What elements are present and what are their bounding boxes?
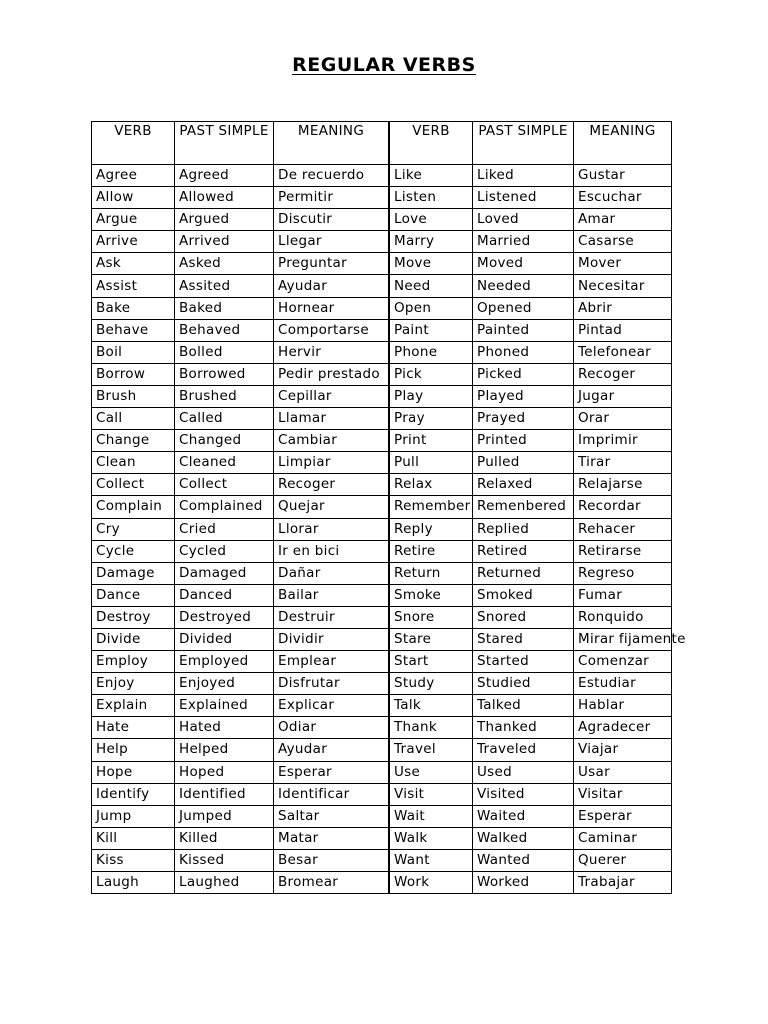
verb-cell: Walk — [390, 827, 473, 849]
meaning-cell: Cambiar — [274, 430, 389, 452]
table-row — [390, 562, 672, 584]
past-simple-cell: Moved — [473, 253, 574, 275]
table-row — [390, 783, 672, 805]
table-row — [390, 341, 672, 363]
past-simple-cell: Employed — [175, 651, 274, 673]
table-row — [92, 651, 389, 673]
table-row — [390, 209, 672, 231]
table-row — [390, 231, 672, 253]
past-simple-cell: Arrived — [175, 231, 274, 253]
verb-cell: Help — [92, 739, 175, 761]
meaning-cell: Llamar — [274, 408, 389, 430]
past-simple-cell: Needed — [473, 275, 574, 297]
past-simple-cell: Thanked — [473, 717, 574, 739]
past-simple-cell: Asked — [175, 253, 274, 275]
verb-cell: Destroy — [92, 606, 175, 628]
meaning-cell: Amar — [574, 209, 672, 231]
table-row — [92, 187, 389, 209]
table-row — [92, 805, 389, 827]
meaning-cell: Disfrutar — [274, 673, 389, 695]
verb-cell: Work — [390, 872, 473, 894]
past-simple-cell: Waited — [473, 805, 574, 827]
past-simple-cell: Phoned — [473, 341, 574, 363]
page-title: REGULAR VERBS — [292, 54, 476, 76]
meaning-cell: Ayudar — [274, 275, 389, 297]
meaning-cell: Orar — [574, 408, 672, 430]
table-row — [92, 717, 389, 739]
past-simple-cell: Started — [473, 651, 574, 673]
table-row — [390, 319, 672, 341]
verb-cell: Arrive — [92, 231, 175, 253]
meaning-cell: Necesitar — [574, 275, 672, 297]
past-simple-cell: Picked — [473, 363, 574, 385]
verb-cell: Visit — [390, 783, 473, 805]
meaning-cell: Casarse — [574, 231, 672, 253]
table-row — [390, 297, 672, 319]
meaning-cell: Retirarse — [574, 540, 672, 562]
verb-cell: Stare — [390, 628, 473, 650]
meaning-cell: Estudiar — [574, 673, 672, 695]
verbs-table-right — [389, 121, 686, 894]
past-simple-cell: Allowed — [175, 187, 274, 209]
table-row — [390, 363, 672, 385]
verb-cell: Cry — [92, 518, 175, 540]
verb-cell: Cycle — [92, 540, 175, 562]
past-simple-cell: Walked — [473, 827, 574, 849]
meaning-cell: Recoger — [274, 474, 389, 496]
meaning-cell: Comportarse — [274, 319, 389, 341]
past-simple-cell: Opened — [473, 297, 574, 319]
table-row — [390, 385, 672, 407]
table-row — [92, 628, 389, 650]
past-simple-cell: Enjoyed — [175, 673, 274, 695]
meaning-cell: Odiar — [274, 717, 389, 739]
meaning-cell: Mover — [574, 253, 672, 275]
past-simple-cell: Listened — [473, 187, 574, 209]
verb-cell: Reply — [390, 518, 473, 540]
table-row — [92, 496, 389, 518]
table-row — [92, 540, 389, 562]
past-simple-cell: Explained — [175, 695, 274, 717]
table-row — [92, 695, 389, 717]
verb-cell: Listen — [390, 187, 473, 209]
past-simple-cell: Traveled — [473, 739, 574, 761]
verb-cell: Move — [390, 253, 473, 275]
past-simple-cell: Argued — [175, 209, 274, 231]
table-row — [92, 253, 389, 275]
table-row — [92, 408, 389, 430]
past-simple-cell: Danced — [175, 584, 274, 606]
meaning-cell: Emplear — [274, 651, 389, 673]
verb-cell: Snore — [390, 606, 473, 628]
meaning-cell: Imprimir — [574, 430, 672, 452]
table-row — [92, 518, 389, 540]
meaning-cell: Jugar — [574, 385, 672, 407]
past-simple-cell: Prayed — [473, 408, 574, 430]
table-row — [92, 341, 389, 363]
meaning-cell: Identificar — [274, 783, 389, 805]
past-simple-cell: Jumped — [175, 805, 274, 827]
verb-cell: Like — [390, 165, 473, 187]
meaning-cell: Rehacer — [574, 518, 672, 540]
table-row — [92, 452, 389, 474]
past-simple-cell: Behaved — [175, 319, 274, 341]
meaning-cell: Bromear — [274, 872, 389, 894]
table-row — [390, 651, 672, 673]
meaning-cell: Fumar — [574, 584, 672, 606]
meaning-cell: Relajarse — [574, 474, 672, 496]
meaning-cell: Llegar — [274, 231, 389, 253]
table-row — [390, 518, 672, 540]
table-row — [390, 165, 672, 187]
verb-cell: Allow — [92, 187, 175, 209]
header-row — [390, 122, 672, 165]
meaning-cell: Querer — [574, 849, 672, 871]
meaning-cell: Hervir — [274, 341, 389, 363]
past-simple-cell: Cycled — [175, 540, 274, 562]
table-row — [390, 253, 672, 275]
meaning-cell: Viajar — [574, 739, 672, 761]
table-row — [92, 474, 389, 496]
past-simple-cell: Loved — [473, 209, 574, 231]
meaning-cell: Cepillar — [274, 385, 389, 407]
past-simple-cell: Called — [175, 408, 274, 430]
verb-cell: Borrow — [92, 363, 175, 385]
meaning-cell: Dañar — [274, 562, 389, 584]
table-row — [390, 739, 672, 761]
verb-cell: Complain — [92, 496, 175, 518]
meaning-cell: Esperar — [274, 761, 389, 783]
verb-cell: Enjoy — [92, 673, 175, 695]
table-row — [92, 584, 389, 606]
header-row — [92, 122, 389, 165]
table-row — [390, 474, 672, 496]
meaning-cell: Pintad — [574, 319, 672, 341]
verb-cell: Call — [92, 408, 175, 430]
past-simple-cell: Smoked — [473, 584, 574, 606]
past-simple-cell: Relaxed — [473, 474, 574, 496]
past-simple-cell: Liked — [473, 165, 574, 187]
meaning-cell: Tirar — [574, 452, 672, 474]
past-simple-cell: Helped — [175, 739, 274, 761]
table-row — [390, 872, 672, 894]
verb-cell: Agree — [92, 165, 175, 187]
past-simple-cell: Retired — [473, 540, 574, 562]
header-past-simple: PAST SIMPLE — [175, 122, 274, 165]
past-simple-cell: Stared — [473, 628, 574, 650]
table-row — [92, 430, 389, 452]
past-simple-cell: Complained — [175, 496, 274, 518]
table-row — [390, 275, 672, 297]
verb-cell: Pick — [390, 363, 473, 385]
verb-cell: Relax — [390, 474, 473, 496]
past-simple-cell: Painted — [473, 319, 574, 341]
table-row — [92, 673, 389, 695]
meaning-cell: Ir en bici — [274, 540, 389, 562]
table-row — [390, 606, 672, 628]
past-simple-cell: Kissed — [175, 849, 274, 871]
meaning-cell: Pedir prestado — [274, 363, 389, 385]
past-simple-cell: Printed — [473, 430, 574, 452]
meaning-cell: Saltar — [274, 805, 389, 827]
header-meaning: MEANING — [574, 122, 672, 165]
verb-cell: Want — [390, 849, 473, 871]
verb-cell: Change — [92, 430, 175, 452]
table-row — [92, 761, 389, 783]
past-simple-cell: Remenbered — [473, 496, 574, 518]
meaning-cell: De recuerdo — [274, 165, 389, 187]
table-row — [390, 430, 672, 452]
meaning-cell: Preguntar — [274, 253, 389, 275]
past-simple-cell: Laughed — [175, 872, 274, 894]
verb-cell: Travel — [390, 739, 473, 761]
verb-cell: Jump — [92, 805, 175, 827]
meaning-cell: Ronquido — [574, 606, 672, 628]
past-simple-cell: Talked — [473, 695, 574, 717]
verb-cell: Ask — [92, 253, 175, 275]
table-row — [92, 739, 389, 761]
verb-cell: Behave — [92, 319, 175, 341]
past-simple-cell: Divided — [175, 628, 274, 650]
table-row — [92, 231, 389, 253]
meaning-cell: Gustar — [574, 165, 672, 187]
table-row — [92, 165, 389, 187]
verb-cell: Collect — [92, 474, 175, 496]
meaning-cell: Permitir — [274, 187, 389, 209]
table-row — [390, 717, 672, 739]
verb-cell: Marry — [390, 231, 473, 253]
verb-cell: Talk — [390, 695, 473, 717]
table-row — [390, 695, 672, 717]
verbs-table-left — [91, 121, 389, 894]
table-row — [92, 872, 389, 894]
verb-cell: Employ — [92, 651, 175, 673]
past-simple-cell: Used — [473, 761, 574, 783]
past-simple-cell: Collect — [175, 474, 274, 496]
meaning-cell: Abrir — [574, 297, 672, 319]
table-row — [92, 606, 389, 628]
verb-cell: Start — [390, 651, 473, 673]
meaning-cell: Besar — [274, 849, 389, 871]
verb-cell: Explain — [92, 695, 175, 717]
table-row — [92, 297, 389, 319]
table-row — [390, 187, 672, 209]
past-simple-cell: Played — [473, 385, 574, 407]
past-simple-cell: Wanted — [473, 849, 574, 871]
verb-cell: Play — [390, 385, 473, 407]
meaning-cell: Hornear — [274, 297, 389, 319]
meaning-cell: Ayudar — [274, 739, 389, 761]
table-row — [390, 408, 672, 430]
meaning-cell: Bailar — [274, 584, 389, 606]
verb-cell: Identify — [92, 783, 175, 805]
verb-cell: Boil — [92, 341, 175, 363]
verb-cell: Assist — [92, 275, 175, 297]
table-row — [390, 584, 672, 606]
past-simple-cell: Worked — [473, 872, 574, 894]
table-row — [92, 275, 389, 297]
table-row — [390, 452, 672, 474]
header-meaning: MEANING — [274, 122, 389, 165]
table-row — [390, 628, 672, 650]
verb-cell: Retire — [390, 540, 473, 562]
verb-cell: Return — [390, 562, 473, 584]
verb-cell: Wait — [390, 805, 473, 827]
past-simple-cell: Agreed — [175, 165, 274, 187]
table-row — [390, 673, 672, 695]
table-row — [92, 849, 389, 871]
verb-cell: Laugh — [92, 872, 175, 894]
past-simple-cell: Destroyed — [175, 606, 274, 628]
verb-cell: Kill — [92, 827, 175, 849]
meaning-cell: Mirar fijamente — [574, 628, 672, 650]
past-simple-cell: Pulled — [473, 452, 574, 474]
verb-cell: Use — [390, 761, 473, 783]
verb-cell: Bake — [92, 297, 175, 319]
table-row — [390, 540, 672, 562]
verb-cell: Paint — [390, 319, 473, 341]
past-simple-cell: Assited — [175, 275, 274, 297]
verb-cell: Study — [390, 673, 473, 695]
meaning-cell: Caminar — [574, 827, 672, 849]
past-simple-cell: Hated — [175, 717, 274, 739]
header-verb: VERB — [92, 122, 175, 165]
past-simple-cell: Killed — [175, 827, 274, 849]
verb-cell: Phone — [390, 341, 473, 363]
past-simple-cell: Visited — [473, 783, 574, 805]
table-row — [390, 805, 672, 827]
verb-cell: Hope — [92, 761, 175, 783]
meaning-cell: Usar — [574, 761, 672, 783]
verb-cell: Clean — [92, 452, 175, 474]
verb-cell: Pray — [390, 408, 473, 430]
past-simple-cell: Identified — [175, 783, 274, 805]
verb-cell: Hate — [92, 717, 175, 739]
header-verb: VERB — [390, 122, 473, 165]
verb-cell: Remember — [390, 496, 473, 518]
table-row — [390, 849, 672, 871]
table-row — [92, 783, 389, 805]
verb-cell: Dance — [92, 584, 175, 606]
meaning-cell: Agradecer — [574, 717, 672, 739]
verb-cell: Print — [390, 430, 473, 452]
meaning-cell: Limpiar — [274, 452, 389, 474]
header-past-simple: PAST SIMPLE — [473, 122, 574, 165]
past-simple-cell: Returned — [473, 562, 574, 584]
past-simple-cell: Changed — [175, 430, 274, 452]
past-simple-cell: Cleaned — [175, 452, 274, 474]
verb-cell: Thank — [390, 717, 473, 739]
past-simple-cell: Borrowed — [175, 363, 274, 385]
table-row — [92, 562, 389, 584]
meaning-cell: Matar — [274, 827, 389, 849]
verb-cell: Kiss — [92, 849, 175, 871]
verb-cell: Pull — [390, 452, 473, 474]
meaning-cell: Telefonear — [574, 341, 672, 363]
past-simple-cell: Replied — [473, 518, 574, 540]
verb-cell: Argue — [92, 209, 175, 231]
past-simple-cell: Married — [473, 231, 574, 253]
past-simple-cell: Cried — [175, 518, 274, 540]
past-simple-cell: Damaged — [175, 562, 274, 584]
meaning-cell: Regreso — [574, 562, 672, 584]
table-row — [92, 319, 389, 341]
verb-cell: Love — [390, 209, 473, 231]
meaning-cell: Discutir — [274, 209, 389, 231]
meaning-cell: Llorar — [274, 518, 389, 540]
meaning-cell: Dividir — [274, 628, 389, 650]
past-simple-cell: Snored — [473, 606, 574, 628]
table-row — [390, 496, 672, 518]
verb-cell: Smoke — [390, 584, 473, 606]
table-row — [390, 761, 672, 783]
past-simple-cell: Bolled — [175, 341, 274, 363]
meaning-cell: Recordar — [574, 496, 672, 518]
meaning-cell: Trabajar — [574, 872, 672, 894]
verb-cell: Brush — [92, 385, 175, 407]
meaning-cell: Explicar — [274, 695, 389, 717]
meaning-cell: Destruir — [274, 606, 389, 628]
table-row — [92, 385, 389, 407]
table-row — [92, 363, 389, 385]
past-simple-cell: Hoped — [175, 761, 274, 783]
meaning-cell: Escuchar — [574, 187, 672, 209]
meaning-cell: Esperar — [574, 805, 672, 827]
table-row — [390, 827, 672, 849]
past-simple-cell: Brushed — [175, 385, 274, 407]
meaning-cell: Comenzar — [574, 651, 672, 673]
meaning-cell: Hablar — [574, 695, 672, 717]
meaning-cell: Quejar — [274, 496, 389, 518]
table-row — [92, 209, 389, 231]
verb-cell: Need — [390, 275, 473, 297]
past-simple-cell: Studied — [473, 673, 574, 695]
meaning-cell: Recoger — [574, 363, 672, 385]
verb-cell: Divide — [92, 628, 175, 650]
verb-cell: Open — [390, 297, 473, 319]
past-simple-cell: Baked — [175, 297, 274, 319]
meaning-cell: Visitar — [574, 783, 672, 805]
table-row — [92, 827, 389, 849]
verb-cell: Damage — [92, 562, 175, 584]
